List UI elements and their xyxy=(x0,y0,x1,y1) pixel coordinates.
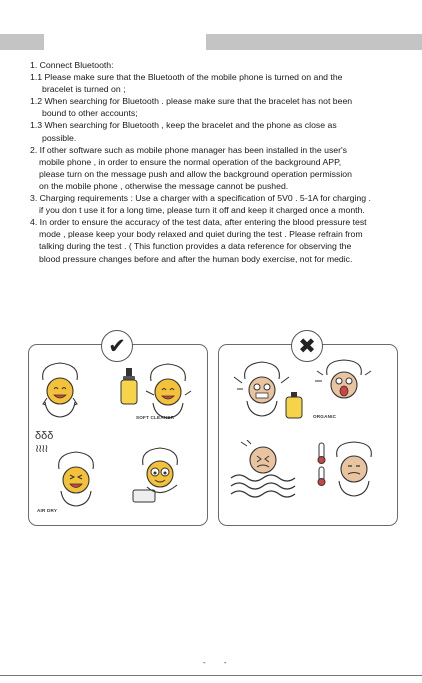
instruction-line: 4. In order to ensure the accuracy of the test data, after entering the blood pressure test xyxy=(30,217,367,228)
soft-cleaner-bottle-icon xyxy=(119,367,139,405)
instruction-line: 3. Charging requirements : Use a charger with a specification of 5V0 . 5-1A for charging . xyxy=(30,193,371,204)
cross-icon: ✖ xyxy=(291,330,323,362)
instruction-line: 1.2 When searching for Bluetooth . please make sure that the bracelet has not been xyxy=(30,96,353,107)
header-bar-left xyxy=(0,34,44,50)
instruction-line: 2. If other software such as mobile phone manager has been installed in the user's xyxy=(30,144,348,155)
checkmark-icon: ✔ xyxy=(101,330,133,362)
header-bar-right xyxy=(206,34,422,50)
wearing-watch-icon xyxy=(125,445,195,505)
instruction-line: if you don t use it for a long time, please turn it off and keep it charged once a month. xyxy=(39,205,365,216)
instruction-line: 1.1 Please make sure that the Bluetooth of the mobile phone is turned on and the xyxy=(30,72,343,83)
cleaning-watch-icon xyxy=(141,361,193,421)
instruction-line: mode , please keep your body relaxed and quiet during the test . Please refrain from xyxy=(39,229,363,240)
drying-watch-icon xyxy=(51,449,101,509)
water-drops-icon: δδδ xyxy=(35,430,54,442)
steam-waves-icon: ≀≀≀≀ xyxy=(35,443,48,455)
happy-watch-icon xyxy=(35,360,85,420)
footer-divider xyxy=(0,675,422,676)
organic-bottle-icon xyxy=(283,391,305,419)
overheated-watch-icon xyxy=(315,437,381,499)
swimming-watch-icon xyxy=(229,440,299,500)
page-number: - - xyxy=(203,658,235,667)
organic-caption: ORGANIC xyxy=(313,414,337,419)
instruction-line: talking during the test . ( This function provides a data reference for observing the xyxy=(39,241,352,252)
instruction-line: please turn on the message push and allow the background operation permission xyxy=(39,168,352,179)
instruction-line: 1. Connect Bluetooth: xyxy=(30,60,114,70)
shouting-watch-icon xyxy=(313,359,375,409)
instruction-line: possible. xyxy=(42,132,77,143)
instruction-line: bracelet is turned on ; xyxy=(42,84,126,95)
air-dry-caption: AIR DRY xyxy=(37,508,58,513)
instruction-line: on the mobile phone , otherwise the message cannot be pushed. xyxy=(39,180,289,191)
dont-panel xyxy=(218,334,398,526)
instruction-line: bound to other accounts; xyxy=(42,108,138,119)
do-panel xyxy=(28,334,208,526)
instruction-line: mobile phone , in order to ensure the normal operation of the background APP, xyxy=(39,156,342,167)
instruction-line: blood pressure changes before and after the human body exercise, not for medic. xyxy=(39,253,353,264)
instructions-text xyxy=(30,59,416,265)
scared-watch-icon xyxy=(231,359,291,419)
soft-cleaner-caption: SOFT CLEANER xyxy=(136,415,175,420)
instruction-line: 1.3 When searching for Bluetooth , keep the bracelet and the phone as close as xyxy=(30,120,337,131)
